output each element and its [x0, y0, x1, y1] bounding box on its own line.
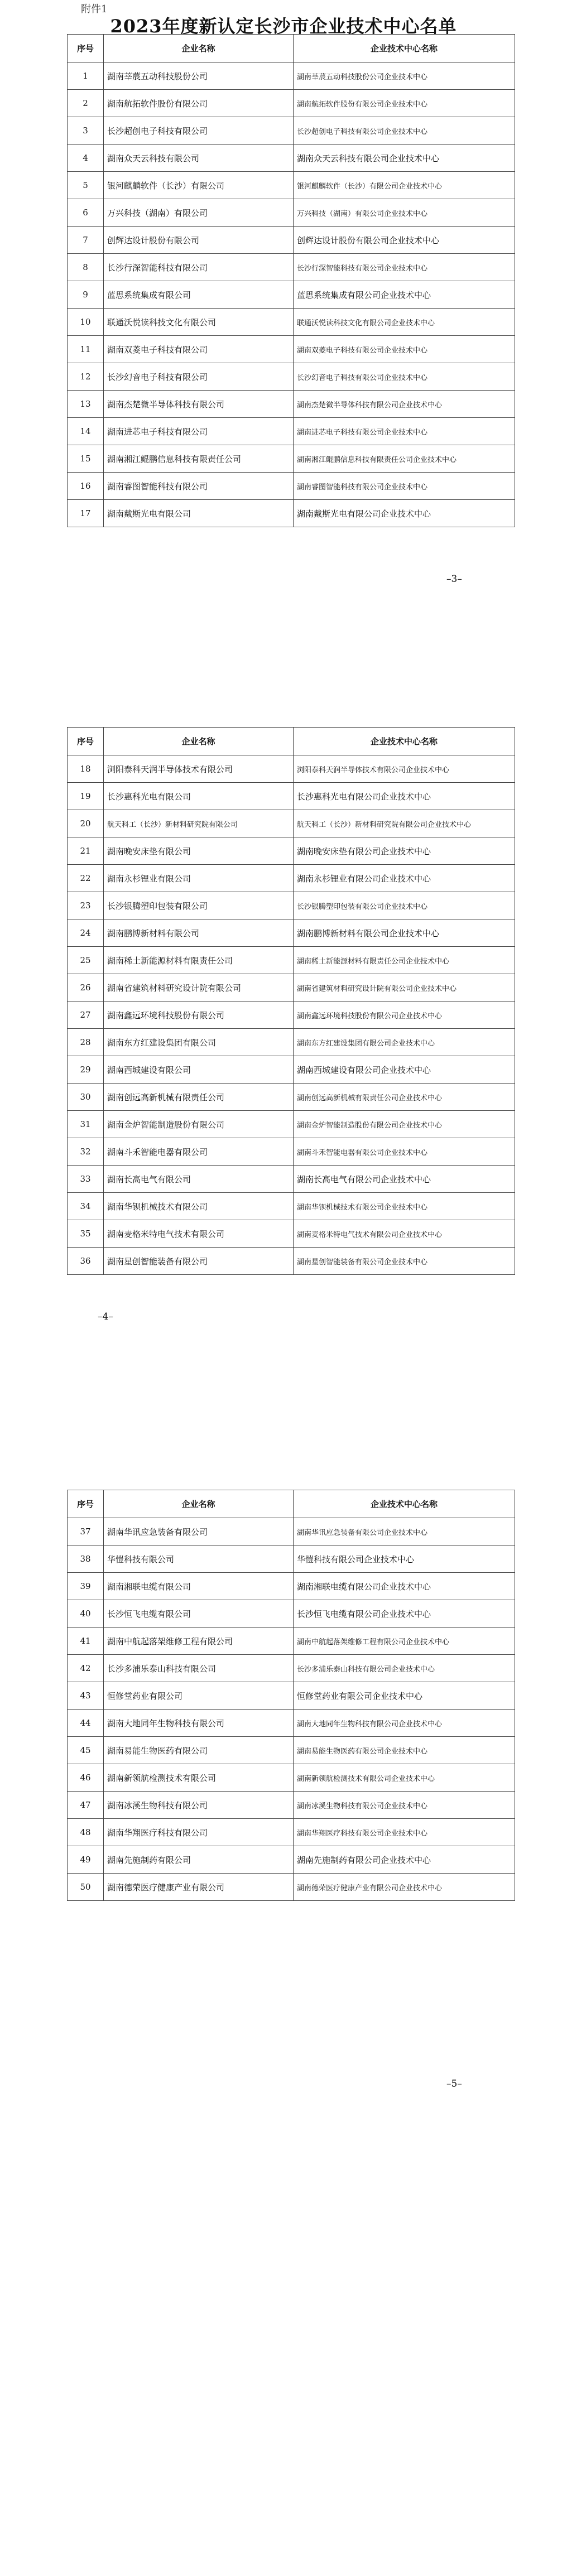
- company-name: 湖南鑫远环境科技股份有限公司: [104, 1001, 294, 1029]
- company-name: 银河麒麟软件（长沙）有限公司: [104, 172, 294, 199]
- company-name: 湖南进芯电子科技有限公司: [104, 418, 294, 445]
- tech-center-name: 湖南双菱电子科技有限公司企业技术中心: [294, 336, 515, 363]
- company-name: 航天科工（长沙）新材料研究院有限公司: [104, 810, 294, 837]
- company-name: 湖南湘江鲲鹏信息科技有限责任公司: [104, 445, 294, 473]
- row-number: 38: [68, 1545, 104, 1573]
- company-name: 湖南睿图智能科技有限公司: [104, 473, 294, 500]
- tech-center-name: 湖南冰溪生物科技有限公司企业技术中心: [294, 1792, 515, 1819]
- company-name: 湖南晚安床垫有限公司: [104, 837, 294, 865]
- table-row: [68, 1846, 515, 1874]
- company-name: 湖南稀土新能源材料有限责任公司: [104, 947, 294, 974]
- table-row: [68, 1628, 515, 1655]
- tech-center-name: 湖南中航起落架维修工程有限公司企业技术中心: [294, 1628, 515, 1655]
- table-row: [68, 1220, 515, 1248]
- table-row: [68, 810, 515, 837]
- table-row: [68, 1111, 515, 1138]
- row-number: 19: [68, 783, 104, 810]
- header-center: 企业技术中心名称: [294, 35, 515, 62]
- table-row: [68, 473, 515, 500]
- row-number: 22: [68, 865, 104, 892]
- row-number: 17: [68, 500, 104, 527]
- company-name: 湖南冰溪生物科技有限公司: [104, 1792, 294, 1819]
- company-name: 湖南永杉锂业有限公司: [104, 865, 294, 892]
- company-name: 湖南新领航检测技术有限公司: [104, 1764, 294, 1792]
- tech-center-name: 湖南戴斯光电有限公司企业技术中心: [294, 500, 515, 527]
- row-number: 11: [68, 336, 104, 363]
- table-row: [68, 227, 515, 254]
- table-row: [68, 1518, 515, 1545]
- tech-center-name: 湖南易能生物医药有限公司企业技术中心: [294, 1737, 515, 1764]
- company-name: 湖南戴斯光电有限公司: [104, 500, 294, 527]
- row-number: 29: [68, 1056, 104, 1084]
- table-row: [68, 755, 515, 783]
- page-number-4: –4–: [98, 1311, 113, 1322]
- tech-center-name: 蓝思系统集成有限公司企业技术中心: [294, 281, 515, 309]
- company-name: 湖南中航起落架维修工程有限公司: [104, 1628, 294, 1655]
- company-name: 浏阳泰科天润半导体技术有限公司: [104, 755, 294, 783]
- tech-center-name: 长沙银腾塑印包装有限公司企业技术中心: [294, 892, 515, 919]
- tech-center-name: 湖南先施制药有限公司企业技术中心: [294, 1846, 515, 1874]
- company-name: 万兴科技（湖南）有限公司: [104, 199, 294, 227]
- table-row: [68, 1737, 515, 1764]
- table-row: [68, 1056, 515, 1084]
- table-row: [68, 1764, 515, 1792]
- tech-center-name: 湖南稀土新能源材料有限责任公司企业技术中心: [294, 947, 515, 974]
- tech-center-name: 航天科工（长沙）新材料研究院有限公司企业技术中心: [294, 810, 515, 837]
- row-number: 48: [68, 1819, 104, 1846]
- tech-center-name: 湖南鑫远环境科技股份有限公司企业技术中心: [294, 1001, 515, 1029]
- tech-center-name: 湖南华讯应急装备有限公司企业技术中心: [294, 1518, 515, 1545]
- row-number: 27: [68, 1001, 104, 1029]
- company-name: 长沙惠科光电有限公司: [104, 783, 294, 810]
- row-number: 9: [68, 281, 104, 309]
- row-number: 36: [68, 1248, 104, 1275]
- table-row: [68, 837, 515, 865]
- tech-center-name: 湖南东方红建设集团有限公司企业技术中心: [294, 1029, 515, 1056]
- tech-center-name: 湖南航拓软件股份有限公司企业技术中心: [294, 90, 515, 117]
- tech-center-name: 湖南省建筑材料研究设计院有限公司企业技术中心: [294, 974, 515, 1001]
- table-header-row: [68, 728, 515, 755]
- header-company: 企业名称: [104, 1490, 294, 1518]
- company-table-page-3: [67, 34, 515, 527]
- row-number: 39: [68, 1573, 104, 1600]
- tech-center-name: 浏阳泰科天润半导体技术有限公司企业技术中心: [294, 755, 515, 783]
- company-table-page-4: [67, 727, 515, 1275]
- header-center: 企业技术中心名称: [294, 728, 515, 755]
- table-row: [68, 90, 515, 117]
- table-row: [68, 145, 515, 172]
- table-row: [68, 418, 515, 445]
- tech-center-name: 联通沃悦读科技文化有限公司企业技术中心: [294, 309, 515, 336]
- tech-center-name: 湖南星创智能装备有限公司企业技术中心: [294, 1248, 515, 1275]
- table-row: [68, 445, 515, 473]
- company-name: 湖南省建筑材料研究设计院有限公司: [104, 974, 294, 1001]
- tech-center-name: 湖南永杉锂业有限公司企业技术中心: [294, 865, 515, 892]
- table-header-row: [68, 1490, 515, 1518]
- company-name: 华愷科技有限公司: [104, 1545, 294, 1573]
- table-row: [68, 947, 515, 974]
- company-name: 湖南大地同年生物科技有限公司: [104, 1710, 294, 1737]
- row-number: 40: [68, 1600, 104, 1628]
- table-row: [68, 783, 515, 810]
- company-name: 湖南航拓软件股份有限公司: [104, 90, 294, 117]
- header-center: 企业技术中心名称: [294, 1490, 515, 1518]
- company-name: 湖南创远高新机械有限责任公司: [104, 1084, 294, 1111]
- company-name: 长沙超创电子科技有限公司: [104, 117, 294, 145]
- table-row: [68, 1545, 515, 1573]
- tech-center-name: 湖南鹏博新材料有限公司企业技术中心: [294, 919, 515, 947]
- table-row: [68, 1138, 515, 1166]
- row-number: 49: [68, 1846, 104, 1874]
- table-row: [68, 1193, 515, 1220]
- row-number: 50: [68, 1874, 104, 1901]
- row-number: 25: [68, 947, 104, 974]
- row-number: 42: [68, 1655, 104, 1682]
- table-row: [68, 199, 515, 227]
- header-no: 序号: [68, 1490, 104, 1518]
- row-number: 45: [68, 1737, 104, 1764]
- table-row: [68, 336, 515, 363]
- header-company: 企业名称: [104, 35, 294, 62]
- tech-center-name: 银河麒麟软件（长沙）有限公司企业技术中心: [294, 172, 515, 199]
- company-name: 长沙行深智能科技有限公司: [104, 254, 294, 281]
- table-row: [68, 117, 515, 145]
- tech-center-name: 湖南创远高新机械有限责任公司企业技术中心: [294, 1084, 515, 1111]
- table-row: [68, 1029, 515, 1056]
- row-number: 8: [68, 254, 104, 281]
- company-name: 湖南东方红建设集团有限公司: [104, 1029, 294, 1056]
- tech-center-name: 湖南睿图智能科技有限公司企业技术中心: [294, 473, 515, 500]
- page-number-5: –5–: [446, 2078, 462, 2089]
- row-number: 23: [68, 892, 104, 919]
- company-name: 湖南华讯应急装备有限公司: [104, 1518, 294, 1545]
- company-name: 湖南金炉智能制造股份有限公司: [104, 1111, 294, 1138]
- row-number: 43: [68, 1682, 104, 1710]
- company-name: 长沙幻音电子科技有限公司: [104, 363, 294, 391]
- table-row: [68, 1573, 515, 1600]
- row-number: 41: [68, 1628, 104, 1655]
- company-name: 湖南易能生物医药有限公司: [104, 1737, 294, 1764]
- tech-center-name: 万兴科技（湖南）有限公司企业技术中心: [294, 199, 515, 227]
- row-number: 1: [68, 62, 104, 90]
- row-number: 26: [68, 974, 104, 1001]
- tech-center-name: 长沙恒飞电缆有限公司企业技术中心: [294, 1600, 515, 1628]
- table-row: [68, 892, 515, 919]
- table-header-row: [68, 35, 515, 62]
- row-number: 47: [68, 1792, 104, 1819]
- table-row: [68, 919, 515, 947]
- tech-center-name: 湖南金炉智能制造股份有限公司企业技术中心: [294, 1111, 515, 1138]
- row-number: 24: [68, 919, 104, 947]
- company-name: 湖南麦格米特电气技术有限公司: [104, 1220, 294, 1248]
- tech-center-name: 长沙惠科光电有限公司企业技术中心: [294, 783, 515, 810]
- tech-center-name: 湖南德荣医疗健康产业有限公司企业技术中心: [294, 1874, 515, 1901]
- company-name: 湖南华钡机械技术有限公司: [104, 1193, 294, 1220]
- table-row: [68, 1166, 515, 1193]
- row-number: 12: [68, 363, 104, 391]
- row-number: 31: [68, 1111, 104, 1138]
- company-name: 蓝思系统集成有限公司: [104, 281, 294, 309]
- table-row: [68, 500, 515, 527]
- header-company: 企业名称: [104, 728, 294, 755]
- tech-center-name: 湖南晚安床垫有限公司企业技术中心: [294, 837, 515, 865]
- page-number-3: –3–: [446, 574, 462, 585]
- table-row: [68, 391, 515, 418]
- table-row: [68, 363, 515, 391]
- company-name: 湖南华翔医疗科技有限公司: [104, 1819, 294, 1846]
- row-number: 14: [68, 418, 104, 445]
- company-name: 恒修堂药业有限公司: [104, 1682, 294, 1710]
- tech-center-name: 长沙行深智能科技有限公司企业技术中心: [294, 254, 515, 281]
- row-number: 7: [68, 227, 104, 254]
- table-row: [68, 1655, 515, 1682]
- row-number: 37: [68, 1518, 104, 1545]
- table-row: [68, 974, 515, 1001]
- company-name: 湖南星创智能装备有限公司: [104, 1248, 294, 1275]
- table-row: [68, 1600, 515, 1628]
- row-number: 21: [68, 837, 104, 865]
- row-number: 2: [68, 90, 104, 117]
- header-no: 序号: [68, 728, 104, 755]
- table-row: [68, 1248, 515, 1275]
- table-row: [68, 254, 515, 281]
- row-number: 35: [68, 1220, 104, 1248]
- tech-center-name: 长沙多浦乐泰山科技有限公司企业技术中心: [294, 1655, 515, 1682]
- tech-center-name: 湖南进芯电子科技有限公司企业技术中心: [294, 418, 515, 445]
- row-number: 15: [68, 445, 104, 473]
- row-number: 32: [68, 1138, 104, 1166]
- row-number: 30: [68, 1084, 104, 1111]
- company-name: 湖南西城建设有限公司: [104, 1056, 294, 1084]
- row-number: 16: [68, 473, 104, 500]
- table-row: [68, 865, 515, 892]
- table-row: [68, 1874, 515, 1901]
- tech-center-name: 湖南长高电气有限公司企业技术中心: [294, 1166, 515, 1193]
- row-number: 5: [68, 172, 104, 199]
- tech-center-name: 湖南莘莀五动科技股份公司企业技术中心: [294, 62, 515, 90]
- company-name: 湖南先施制药有限公司: [104, 1846, 294, 1874]
- company-name: 湖南鹏博新材料有限公司: [104, 919, 294, 947]
- company-name: 湖南众天云科技有限公司: [104, 145, 294, 172]
- company-name: 湖南长高电气有限公司: [104, 1166, 294, 1193]
- company-name: 湖南湘联电缆有限公司: [104, 1573, 294, 1600]
- row-number: 18: [68, 755, 104, 783]
- tech-center-name: 恒修堂药业有限公司企业技术中心: [294, 1682, 515, 1710]
- tech-center-name: 创辉达设计股份有限公司企业技术中心: [294, 227, 515, 254]
- company-name: 湖南双菱电子科技有限公司: [104, 336, 294, 363]
- row-number: 6: [68, 199, 104, 227]
- table-row: [68, 1001, 515, 1029]
- tech-center-name: 华愷科技有限公司企业技术中心: [294, 1545, 515, 1573]
- tech-center-name: 湖南湘联电缆有限公司企业技术中心: [294, 1573, 515, 1600]
- company-name: 长沙恒飞电缆有限公司: [104, 1600, 294, 1628]
- table-row: [68, 1710, 515, 1737]
- tech-center-name: 湖南湘江鲲鹏信息科技有限责任公司企业技术中心: [294, 445, 515, 473]
- row-number: 10: [68, 309, 104, 336]
- tech-center-name: 湖南华翔医疗科技有限公司企业技术中心: [294, 1819, 515, 1846]
- table-row: [68, 309, 515, 336]
- tech-center-name: 湖南众天云科技有限公司企业技术中心: [294, 145, 515, 172]
- table-row: [68, 1792, 515, 1819]
- row-number: 13: [68, 391, 104, 418]
- tech-center-name: 湖南杰楚微半导体科技有限公司企业技术中心: [294, 391, 515, 418]
- tech-center-name: 长沙幻音电子科技有限公司企业技术中心: [294, 363, 515, 391]
- tech-center-name: 长沙超创电子科技有限公司企业技术中心: [294, 117, 515, 145]
- tech-center-name: 湖南西城建设有限公司企业技术中心: [294, 1056, 515, 1084]
- table-row: [68, 172, 515, 199]
- row-number: 4: [68, 145, 104, 172]
- row-number: 34: [68, 1193, 104, 1220]
- tech-center-name: 湖南华钡机械技术有限公司企业技术中心: [294, 1193, 515, 1220]
- row-number: 28: [68, 1029, 104, 1056]
- tech-center-name: 湖南大地同年生物科技有限公司企业技术中心: [294, 1710, 515, 1737]
- company-name: 创辉达设计股份有限公司: [104, 227, 294, 254]
- tech-center-name: 湖南麦格米特电气技术有限公司企业技术中心: [294, 1220, 515, 1248]
- company-name: 湖南莘莀五动科技股份公司: [104, 62, 294, 90]
- row-number: 46: [68, 1764, 104, 1792]
- company-name: 长沙银腾塑印包装有限公司: [104, 892, 294, 919]
- row-number: 33: [68, 1166, 104, 1193]
- company-name: 联通沃悦读科技文化有限公司: [104, 309, 294, 336]
- row-number: 44: [68, 1710, 104, 1737]
- table-row: [68, 62, 515, 90]
- header-no: 序号: [68, 35, 104, 62]
- row-number: 20: [68, 810, 104, 837]
- table-row: [68, 281, 515, 309]
- row-number: 3: [68, 117, 104, 145]
- document-title: 2023年度新认定长沙市企业技术中心名单: [110, 16, 457, 37]
- table-row: [68, 1682, 515, 1710]
- company-name: 湖南杰楚微半导体科技有限公司: [104, 391, 294, 418]
- company-name: 长沙多浦乐泰山科技有限公司: [104, 1655, 294, 1682]
- attachment-label: 附件1: [81, 3, 108, 15]
- tech-center-name: 湖南斗禾智能电器有限公司企业技术中心: [294, 1138, 515, 1166]
- company-name: 湖南斗禾智能电器有限公司: [104, 1138, 294, 1166]
- table-row: [68, 1084, 515, 1111]
- company-table-page-5: [67, 1490, 515, 1901]
- table-row: [68, 1819, 515, 1846]
- tech-center-name: 湖南新领航检测技术有限公司企业技术中心: [294, 1764, 515, 1792]
- company-name: 湖南德荣医疗健康产业有限公司: [104, 1874, 294, 1901]
